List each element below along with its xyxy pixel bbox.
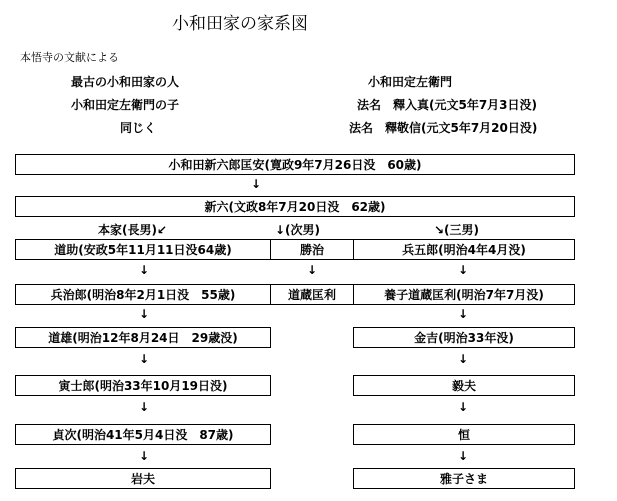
arrow-founder-down: ↓ xyxy=(250,177,262,191)
third-line-4: 恒 xyxy=(353,424,575,445)
second-line-1: 道蔵匡利 xyxy=(270,284,354,305)
arrow-main-5: ↓ xyxy=(138,449,150,463)
third-line-1: 養子道蔵匡利(明治7年7月没) xyxy=(353,284,575,305)
arrow-third-2: ↓ xyxy=(457,307,469,321)
arrow-third-5: ↓ xyxy=(457,449,469,463)
intro-value-2: 法名 釋入真(元文5年7月3日没) xyxy=(357,98,538,112)
intro-label-2: 小和田定左衛門の子 xyxy=(71,98,180,112)
arrow-main-3: ↓ xyxy=(138,352,150,366)
arrow-main-4: ↓ xyxy=(138,400,150,414)
main-line-1: 兵治郎(明治8年2月1日没 55歳) xyxy=(15,284,271,305)
page-title: 小和田家の家系図 xyxy=(172,14,308,34)
arrow-third-4: ↓ xyxy=(457,400,469,414)
intro-value-1: 小和田定左衛門 xyxy=(368,75,453,89)
branch-label-second: ↓(次男) xyxy=(275,223,321,237)
branch-label-third: ↘(三男) xyxy=(434,223,480,237)
arrow-main-2: ↓ xyxy=(138,307,150,321)
main-line-5: 岩夫 xyxy=(15,468,271,489)
main-line-3: 寅士郎(明治33年10月19日没) xyxy=(15,375,271,396)
third-line-0: 兵五郎(明治4年4月没) xyxy=(353,239,575,260)
intro-label-1: 最古の小和田家の人 xyxy=(71,75,180,89)
second-line-0: 勝治 xyxy=(270,239,354,260)
gen2-box: 新六(文政8年7月20日没 62歳) xyxy=(15,196,575,217)
main-line-4: 貞次(明治41年5月4日没 87歳) xyxy=(15,424,271,445)
arrow-third-3: ↓ xyxy=(457,352,469,366)
main-line-2: 道雄(明治12年8月24日 29歳没) xyxy=(15,327,271,348)
third-line-3: 毅夫 xyxy=(353,375,575,396)
source-note: 本悟寺の文献による xyxy=(20,51,119,64)
third-line-5: 雅子さま xyxy=(353,468,575,489)
arrow-third-1: ↓ xyxy=(457,263,469,277)
arrow-main-1: ↓ xyxy=(138,263,150,277)
intro-label-3: 同じく xyxy=(120,121,157,135)
intro-value-3: 法名 釋敬信(元文5年7月20日没) xyxy=(349,121,538,135)
founder-box: 小和田新六郎匡安(寛政9年7月26日没 60歳) xyxy=(15,154,575,175)
branch-label-main: 本家(長男)↙ xyxy=(98,223,168,237)
third-line-2: 金吉(明治33年没) xyxy=(353,327,575,348)
main-line-0: 道助(安政5年11月11日没64歳) xyxy=(15,239,271,260)
arrow-second-1: ↓ xyxy=(306,263,318,277)
